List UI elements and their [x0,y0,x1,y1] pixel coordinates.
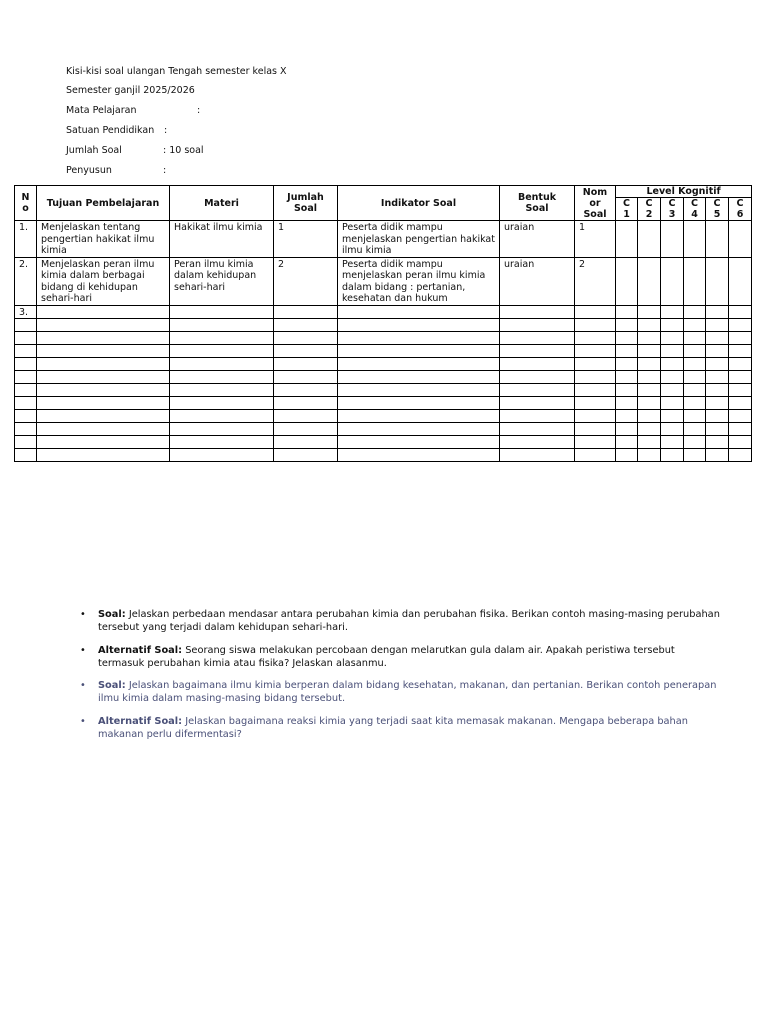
empty-cell [616,423,638,436]
empty-cell [706,436,729,449]
row-jumlah: 2 [274,257,338,305]
empty-cell [338,319,500,332]
empty-cell [15,332,37,345]
row-level-cell [729,305,752,319]
empty-cell [37,397,170,410]
empty-cell [661,358,684,371]
empty-cell [15,319,37,332]
header-level-c4: C 4 [684,198,706,221]
empty-cell [729,371,752,384]
table-row [15,332,752,345]
row-indikator: Peserta didik mampu menjelaskan pengertian hakikat ilmu kimia [338,221,500,258]
empty-cell [15,371,37,384]
empty-cell [37,371,170,384]
empty-cell [15,384,37,397]
empty-cell [729,332,752,345]
field-satuan-pendidikan [66,125,168,137]
empty-cell [37,345,170,358]
row-no: 1. [15,221,37,258]
row-level-cell [684,305,706,319]
bullet-dot: • [80,680,86,691]
bullet-dot: • [80,645,86,656]
empty-cell [661,449,684,462]
empty-cell [729,345,752,358]
table-row [15,397,752,410]
kisi-kisi-table [14,185,752,462]
empty-cell [575,397,616,410]
empty-cell [661,410,684,423]
question-list [80,608,720,751]
empty-cell [616,345,638,358]
empty-cell [638,319,661,332]
empty-cell [575,436,616,449]
empty-cell [170,371,274,384]
header-level-c3: C 3 [661,198,684,221]
header-level-c2: C 2 [638,198,661,221]
empty-cell [616,449,638,462]
empty-cell [616,384,638,397]
bullet-dot: • [80,716,86,727]
empty-cell [684,345,706,358]
empty-rows [15,319,752,462]
empty-cell [170,410,274,423]
empty-cell [37,423,170,436]
empty-cell [170,332,274,345]
table-row [15,305,752,319]
empty-cell [274,410,338,423]
empty-cell [15,358,37,371]
empty-cell [274,384,338,397]
row-no: 3. [15,305,37,319]
empty-cell [500,319,575,332]
header-level-c5: C 5 [706,198,729,221]
empty-cell [500,423,575,436]
field-label: Penyusun [66,165,112,176]
empty-cell [15,423,37,436]
empty-cell [15,345,37,358]
table-row [15,384,752,397]
empty-cell [638,332,661,345]
row-level-cell [616,257,638,305]
empty-cell [638,436,661,449]
empty-cell [616,319,638,332]
document-title: Kisi-kisi soal ulangan Tengah semester kelas X [66,66,287,77]
empty-cell [575,371,616,384]
header-tujuan-pembelajaran: Tujuan Pembelajaran [37,186,170,221]
empty-cell [338,332,500,345]
empty-cell [706,423,729,436]
empty-cell [500,358,575,371]
empty-cell [15,436,37,449]
row-bentuk: uraian [500,257,575,305]
empty-cell [684,371,706,384]
row-level-cell [638,221,661,258]
empty-cell [729,423,752,436]
table-row [15,436,752,449]
empty-cell [274,345,338,358]
empty-cell [616,358,638,371]
table-row [15,423,752,436]
empty-cell [729,449,752,462]
empty-cell [170,319,274,332]
empty-cell [661,397,684,410]
empty-cell [37,384,170,397]
row-level-cell [706,221,729,258]
empty-cell [684,436,706,449]
row-jumlah [274,305,338,319]
row-bentuk [500,305,575,319]
empty-cell [661,423,684,436]
empty-cell [170,423,274,436]
row-level-cell [616,221,638,258]
question-item [80,608,720,634]
empty-cell [37,436,170,449]
row-nomor: 2 [575,257,616,305]
empty-cell [616,332,638,345]
field-separator: : [164,125,168,136]
question-item [80,644,720,670]
row-level-cell [729,257,752,305]
semester-line: Semester ganjil 2025/2026 [66,85,195,96]
empty-cell [684,423,706,436]
empty-cell [661,319,684,332]
row-no: 2. [15,257,37,305]
question-label: Soal: [98,680,126,691]
row-level-cell [706,257,729,305]
row-tujuan [37,305,170,319]
empty-cell [616,410,638,423]
empty-cell [706,384,729,397]
row-materi [170,305,274,319]
empty-cell [661,384,684,397]
row-tujuan: Menjelaskan peran ilmu kimia dalam berbagai bidang di kehidupan sehari-hari [37,257,170,305]
field-label: Satuan Pendidikan [66,125,155,136]
empty-cell [638,449,661,462]
empty-cell [706,319,729,332]
empty-cell [684,319,706,332]
field-mata-pelajaran [66,105,201,117]
row-level-cell [661,257,684,305]
empty-cell [500,397,575,410]
header-no: N o [15,186,37,221]
question-text: Jelaskan bagaimana ilmu kimia berperan dalam bidang kesehatan, makanan, dan pertanian. Berikan contoh penerapan ilmu kimia dalam masing-masing bidang tersebut. [98,680,717,704]
row-materi: Hakikat ilmu kimia [170,221,274,258]
empty-cell [661,332,684,345]
empty-cell [638,410,661,423]
field-penyusun [66,165,167,177]
row-nomor [575,305,616,319]
row-indikator: Peserta didik mampu menjelaskan peran ilmu kimia dalam bidang : pertanian, kesehatan dan hukum [338,257,500,305]
question-label: Soal: [98,609,126,620]
empty-cell [684,449,706,462]
empty-cell [661,371,684,384]
row-level-cell [638,257,661,305]
header-level-c6: C 6 [729,198,752,221]
empty-cell [37,410,170,423]
empty-cell [638,345,661,358]
empty-cell [274,423,338,436]
empty-cell [500,345,575,358]
header-bentuk-soal: Bentuk Soal [500,186,575,221]
empty-cell [15,410,37,423]
question-item [80,679,720,705]
empty-cell [274,397,338,410]
empty-cell [729,384,752,397]
empty-cell [170,397,274,410]
row-nomor: 1 [575,221,616,258]
empty-cell [575,384,616,397]
row-level-cell [616,305,638,319]
empty-cell [274,371,338,384]
empty-cell [500,436,575,449]
empty-cell [575,345,616,358]
question-text: Jelaskan bagaimana reaksi kimia yang terjadi saat kita memasak makanan. Mengapa beberapa bahan makanan perlu difermentasi? [98,716,688,740]
empty-cell [684,384,706,397]
table-row [15,257,752,305]
empty-cell [729,436,752,449]
empty-cell [706,345,729,358]
table-row [15,410,752,423]
empty-cell [729,410,752,423]
question-item [80,715,720,741]
empty-cell [706,332,729,345]
empty-cell [274,436,338,449]
empty-cell [684,397,706,410]
empty-cell [15,397,37,410]
field-jumlah-soal [66,145,204,157]
table-row [15,358,752,371]
empty-cell [638,358,661,371]
bullet-dot: • [80,609,86,620]
row-level-cell [638,305,661,319]
empty-cell [684,410,706,423]
row-level-cell [684,221,706,258]
field-separator: : 10 soal [163,145,204,156]
header-level-kognitif: Level Kognitif [616,186,752,198]
field-label: Jumlah Soal [66,145,122,156]
row-level-cell [661,305,684,319]
empty-cell [338,410,500,423]
empty-cell [706,358,729,371]
field-separator: : [197,105,201,116]
empty-cell [338,384,500,397]
empty-cell [15,449,37,462]
header-nomor-soal: Nom or Soal [575,186,616,221]
empty-cell [338,358,500,371]
row-jumlah: 1 [274,221,338,258]
empty-cell [338,397,500,410]
empty-cell [575,358,616,371]
empty-cell [170,449,274,462]
row-level-cell [706,305,729,319]
empty-cell [684,332,706,345]
question-text: Jelaskan perbedaan mendasar antara perubahan kimia dan perubahan fisika. Berikan contoh masing-masing perubahan tersebut yang terjadi dalam kehidupan sehari-hari. [98,609,720,633]
empty-cell [729,397,752,410]
row-tujuan: Menjelaskan tentang pengertian hakikat ilmu kimia [37,221,170,258]
empty-cell [729,319,752,332]
empty-cell [274,332,338,345]
empty-cell [274,319,338,332]
empty-cell [338,436,500,449]
row-materi: Peran ilmu kimia dalam kehidupan sehari-hari [170,257,274,305]
table-row [15,345,752,358]
field-label: Mata Pelajaran [66,105,137,116]
empty-cell [37,449,170,462]
empty-cell [37,358,170,371]
header-jumlah-soal: Jumlah Soal [274,186,338,221]
empty-cell [638,371,661,384]
empty-cell [706,410,729,423]
question-text: Seorang siswa melakukan percobaan dengan melarutkan gula dalam air. Apakah peristiwa tersebut termasuk perubahan kimia atau fisika? Jelaskan alasanmu. [98,645,675,669]
empty-cell [575,410,616,423]
question-label: Alternatif Soal: [98,716,183,727]
empty-cell [706,371,729,384]
table-row [15,319,752,332]
empty-cell [37,319,170,332]
empty-cell [638,423,661,436]
table-row [15,221,752,258]
empty-cell [274,449,338,462]
empty-cell [706,397,729,410]
empty-cell [338,345,500,358]
empty-cell [338,423,500,436]
empty-cell [638,384,661,397]
empty-cell [170,436,274,449]
header-level-c1: C 1 [616,198,638,221]
empty-cell [575,423,616,436]
row-bentuk: uraian [500,221,575,258]
empty-cell [729,358,752,371]
field-separator: : [163,165,167,176]
header-materi: Materi [170,186,274,221]
row-level-cell [729,221,752,258]
empty-cell [575,449,616,462]
table-row [15,371,752,384]
empty-cell [616,397,638,410]
question-label: Alternatif Soal: [98,645,183,656]
empty-cell [706,449,729,462]
empty-cell [338,449,500,462]
table-row [15,449,752,462]
empty-cell [500,384,575,397]
empty-cell [37,332,170,345]
empty-cell [500,410,575,423]
empty-cell [575,319,616,332]
empty-cell [170,358,274,371]
row-indikator [338,305,500,319]
row-level-cell [684,257,706,305]
empty-cell [170,384,274,397]
empty-cell [661,436,684,449]
row-level-cell [661,221,684,258]
empty-cell [500,332,575,345]
empty-cell [170,345,274,358]
empty-cell [500,371,575,384]
empty-cell [638,397,661,410]
empty-cell [616,371,638,384]
header-indikator-soal: Indikator Soal [338,186,500,221]
empty-cell [274,358,338,371]
empty-cell [616,436,638,449]
empty-cell [500,449,575,462]
empty-cell [575,332,616,345]
empty-cell [661,345,684,358]
empty-cell [684,358,706,371]
empty-cell [338,371,500,384]
